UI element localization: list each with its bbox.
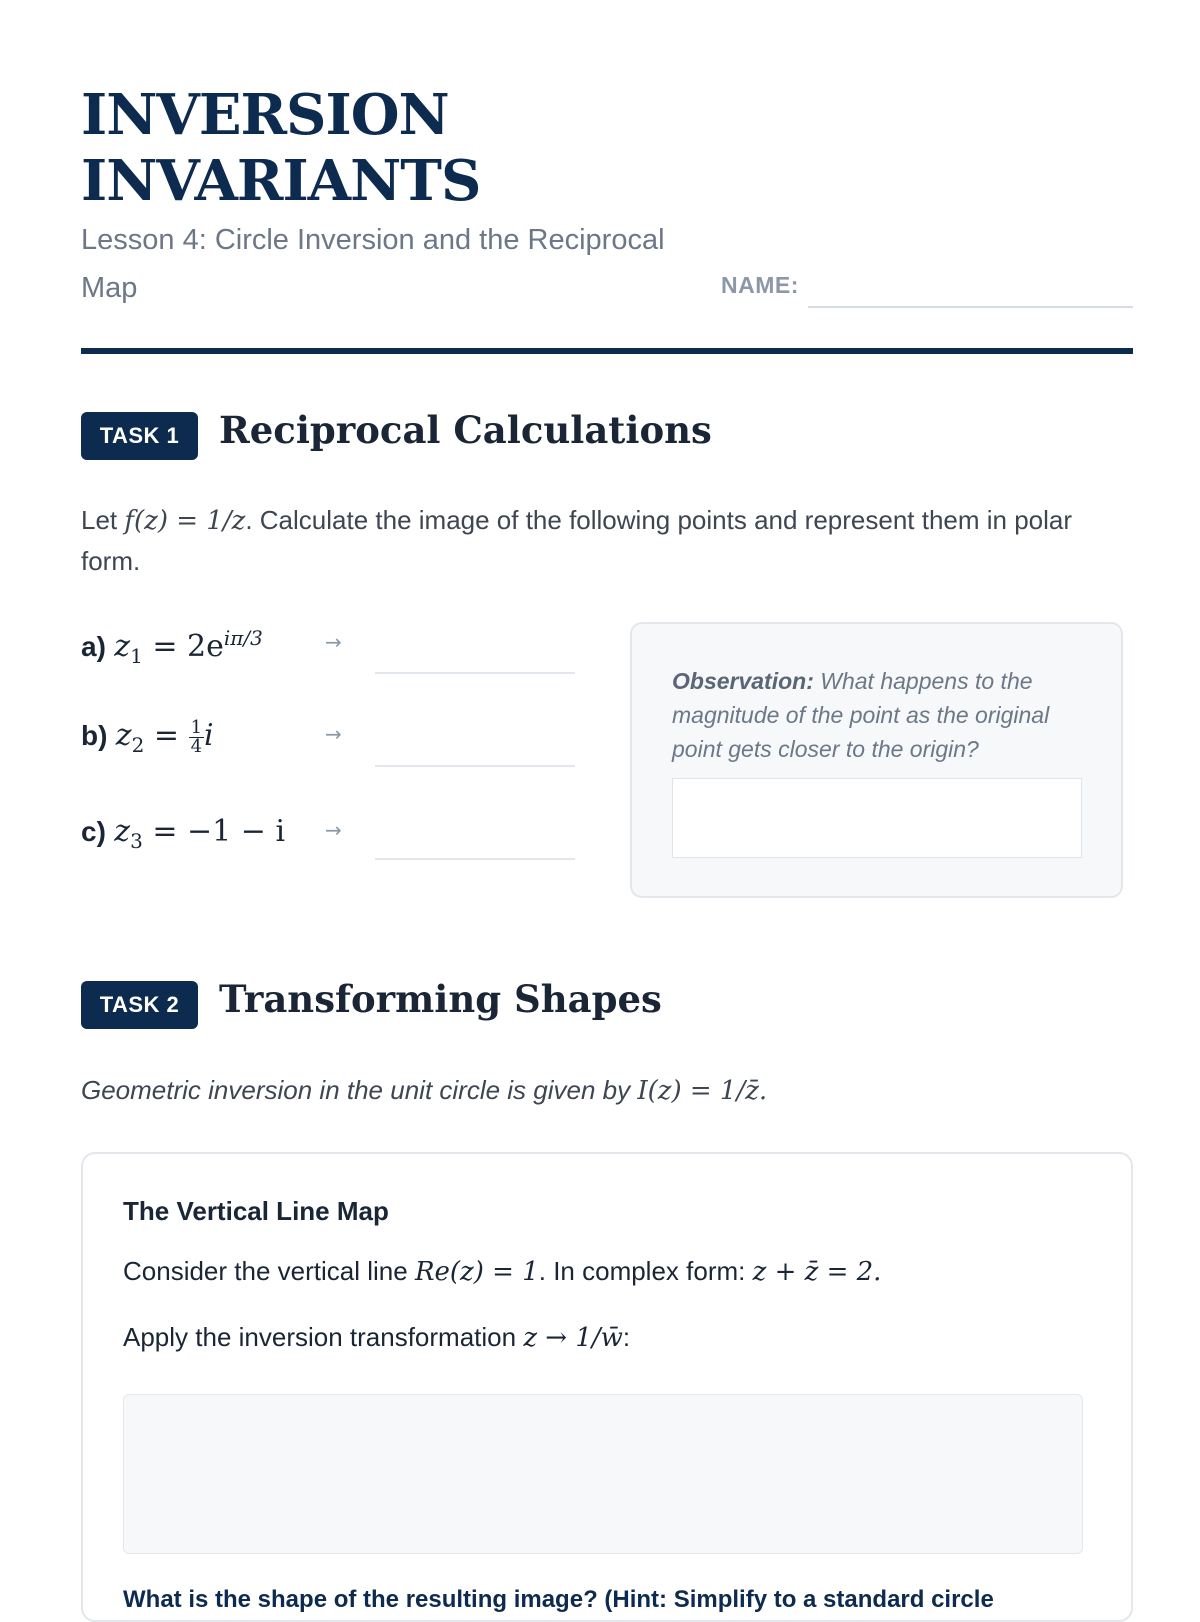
line2-end: : — [622, 1322, 631, 1352]
item-lhs: z — [114, 629, 131, 664]
lesson-subtitle: Lesson 4: Circle Inversion and the Reciprocal Map — [81, 224, 665, 304]
item-sup: iπ/3 — [223, 626, 263, 650]
intro-math: f(z) = 1/z — [124, 506, 246, 536]
item-tail: i — [204, 718, 214, 753]
fraction-numerator: 1 — [190, 716, 203, 738]
intro-suffix: . Calculate the image of the following points and represent them in polar form. — [81, 505, 1073, 576]
arrow-icon: → — [325, 722, 342, 746]
line2-math: z → 1/w̄ — [523, 1323, 623, 1353]
item-expression — [114, 626, 263, 668]
fraction-denominator: 4 — [190, 735, 203, 757]
observation-label: Observation: — [672, 668, 814, 694]
observation-text: What happens to the magnitude of the point as the original point gets closer to the origin? — [672, 668, 1050, 762]
task1-item-a — [81, 626, 581, 666]
intro-prefix: Let — [81, 505, 118, 535]
item-label: c) — [81, 816, 106, 847]
worksheet-page — [81, 0, 1133, 1613]
vertical-line-card — [81, 1152, 1133, 1622]
observation-prompt — [672, 664, 1092, 766]
task2-badge: TASK 2 — [81, 981, 198, 1029]
line1-math1: Re(z) = 1 — [414, 1257, 539, 1287]
item-sub: 2 — [131, 733, 145, 757]
task2-intro-math: I(z) = 1/z̄. — [637, 1076, 768, 1106]
task1-item-b — [81, 718, 581, 758]
item-lhs: z — [115, 718, 132, 753]
card-title: The Vertical Line Map — [123, 1196, 389, 1226]
page-title: INVERSION INVARIANTS — [81, 82, 481, 214]
task2-intro-text: Geometric inversion in the unit circle is given by — [81, 1075, 631, 1105]
card-line-1 — [123, 1256, 881, 1287]
task1-title: Reciprocal Calculations — [219, 408, 712, 452]
work-area[interactable] — [123, 1394, 1083, 1554]
arrow-icon: → — [325, 818, 342, 842]
card-line-2 — [123, 1322, 630, 1353]
item-sub: 3 — [130, 829, 143, 853]
answer-field-c[interactable] — [375, 858, 575, 860]
task2-intro — [81, 1070, 1081, 1111]
observation-answer-field[interactable] — [672, 778, 1082, 858]
item-lhs: z — [114, 814, 131, 849]
item-expression — [114, 814, 286, 853]
name-field[interactable] — [808, 306, 1133, 308]
answer-field-a[interactable] — [375, 672, 575, 674]
name-label: NAME: — [721, 272, 799, 298]
item-rhs: = 2e — [152, 629, 224, 664]
card-question: What is the shape of the resulting image? (Hint: Simplify to a standard circle — [123, 1586, 994, 1613]
item-rhs: = −1 − i — [152, 814, 286, 849]
item-label: a) — [81, 631, 106, 662]
line2-text: Apply the inversion transformation — [123, 1322, 517, 1352]
task1-intro — [81, 500, 1081, 581]
task1-badge: TASK 1 — [81, 412, 198, 460]
item-rhs: = — [153, 718, 180, 753]
header-divider — [81, 348, 1133, 354]
task2-title: Transforming Shapes — [219, 977, 662, 1021]
item-expression — [115, 716, 214, 757]
task1-item-c — [81, 814, 581, 854]
arrow-icon: → — [325, 630, 342, 654]
observation-box — [630, 622, 1123, 898]
line1-text: Consider the vertical line — [123, 1256, 408, 1286]
item-sub: 1 — [130, 644, 143, 668]
line1-mid: . In complex form: — [538, 1256, 746, 1286]
fraction — [189, 716, 204, 757]
line1-math2: z + z̄ = 2. — [752, 1257, 882, 1287]
answer-field-b[interactable] — [375, 765, 575, 767]
item-label: b) — [81, 720, 108, 751]
